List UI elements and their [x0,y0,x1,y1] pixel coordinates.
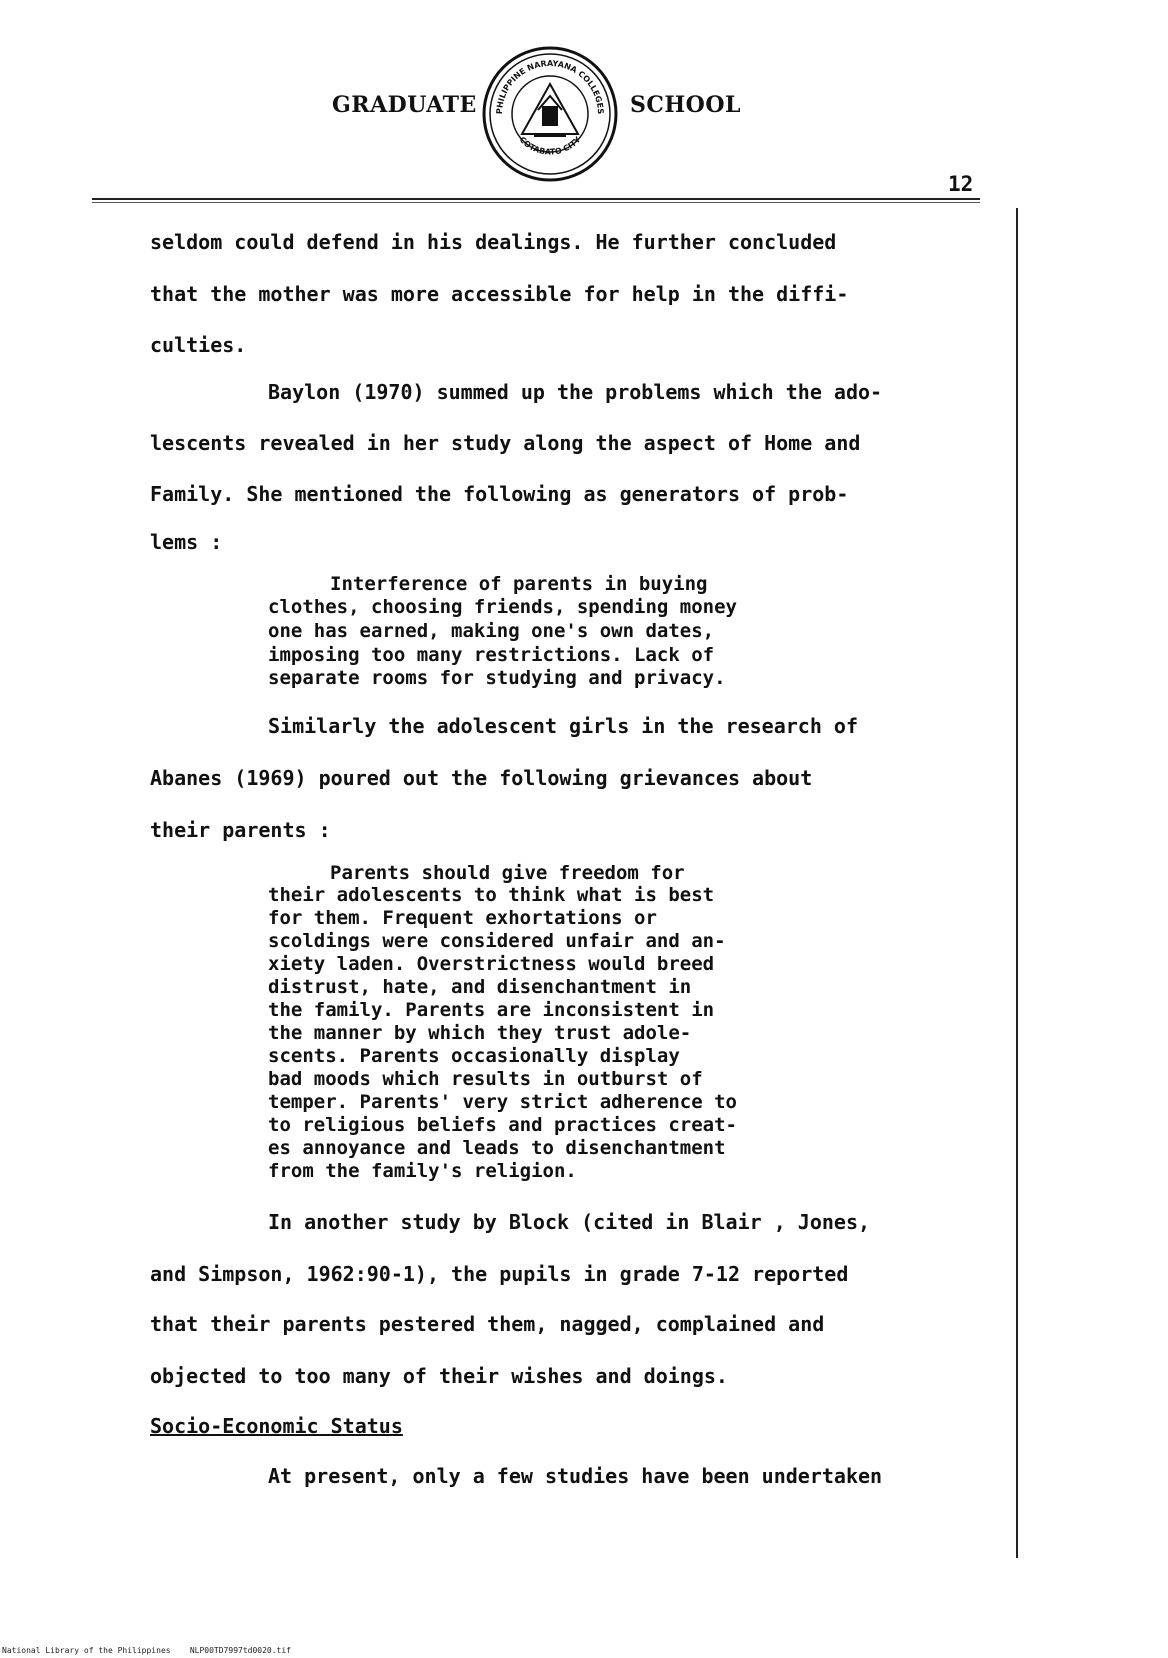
quote-line: separate rooms for studying and privacy. [268,667,726,689]
text-line: culties. [150,333,247,357]
text-line: Baylon (1970) summed up the problems which the ado- [268,380,883,404]
quote-line: distrust, hate, and disenchantment in [268,976,692,998]
quote-line: their adolescents to think what is best [268,884,715,906]
right-margin-rule [1016,208,1018,1558]
quote-line: to religious beliefs and practices creat- [268,1114,737,1136]
quote-line: xiety laden. Overstrictness would breed [268,953,715,975]
quote-line: Interference of parents in buying [330,573,708,595]
text-line: lescents revealed in her study along the aspect of Home and [150,431,861,455]
quote-line: for them. Frequent exhortations or [268,907,657,929]
footer-library: National Library of the Philippines [2,1646,171,1655]
text-line: objected to too many of their wishes and doings. [150,1364,728,1388]
text-line: that the mother was more accessible for help in the diffi- [150,282,849,306]
quote-line: one has earned, making one's own dates, [268,620,715,642]
quote-line: scoldings were considered unfair and an- [268,930,726,952]
college-seal-icon [480,44,620,184]
section-heading: Socio-Economic Status [150,1414,403,1438]
scan-footer [2,1646,291,1655]
quote-line: clothes, choosing friends, spending money [268,596,737,618]
seal-bottom-text: COTABATO CITY [517,135,583,157]
text-line: Similarly the adolescent girls in the research of [268,714,859,738]
text-line: that their parents pestered them, nagged, complained and [150,1312,825,1336]
quote-line: temper. Parents' very strict adherence to [268,1091,737,1113]
text-line: seldom could defend in his dealings. He further concluded [150,230,837,254]
page-number: 12 [948,172,974,196]
quote-line: the manner by which they trust adole- [268,1022,692,1044]
text-line: In another study by Block (cited in Blair , Jones, [268,1210,871,1234]
text-line: At present, only a few studies have been undertaken [268,1464,883,1488]
header-rule [92,198,980,203]
text-line: Abanes (1969) poured out the following grievances about [150,766,813,790]
seal-top-text: PHILIPPINE NARAYANA COLLEGES [494,58,606,115]
text-line: Family. She mentioned the following as generators of prob- [150,482,849,506]
quote-line: imposing too many restrictions. Lack of [268,644,715,666]
text-line: and Simpson, 1962:90-1), the pupils in grade 7-12 reported [150,1262,849,1286]
header-school: SCHOOL [630,92,741,118]
header-graduate: GRADUATE [332,92,477,118]
quote-line: Parents should give freedom for [330,862,685,884]
quote-line: scents. Parents occasionally display [268,1045,680,1067]
text-line: their parents : [150,818,331,842]
quote-line: from the family's religion. [268,1160,577,1182]
quote-line: the family. Parents are inconsistent in [268,999,715,1021]
text-line: lems : [150,530,223,554]
footer-file: NLP00TD7997td0020.tif [189,1646,291,1655]
quote-line: es annoyance and leads to disenchantment [268,1137,726,1159]
quote-line: bad moods which results in outburst of [268,1068,703,1090]
